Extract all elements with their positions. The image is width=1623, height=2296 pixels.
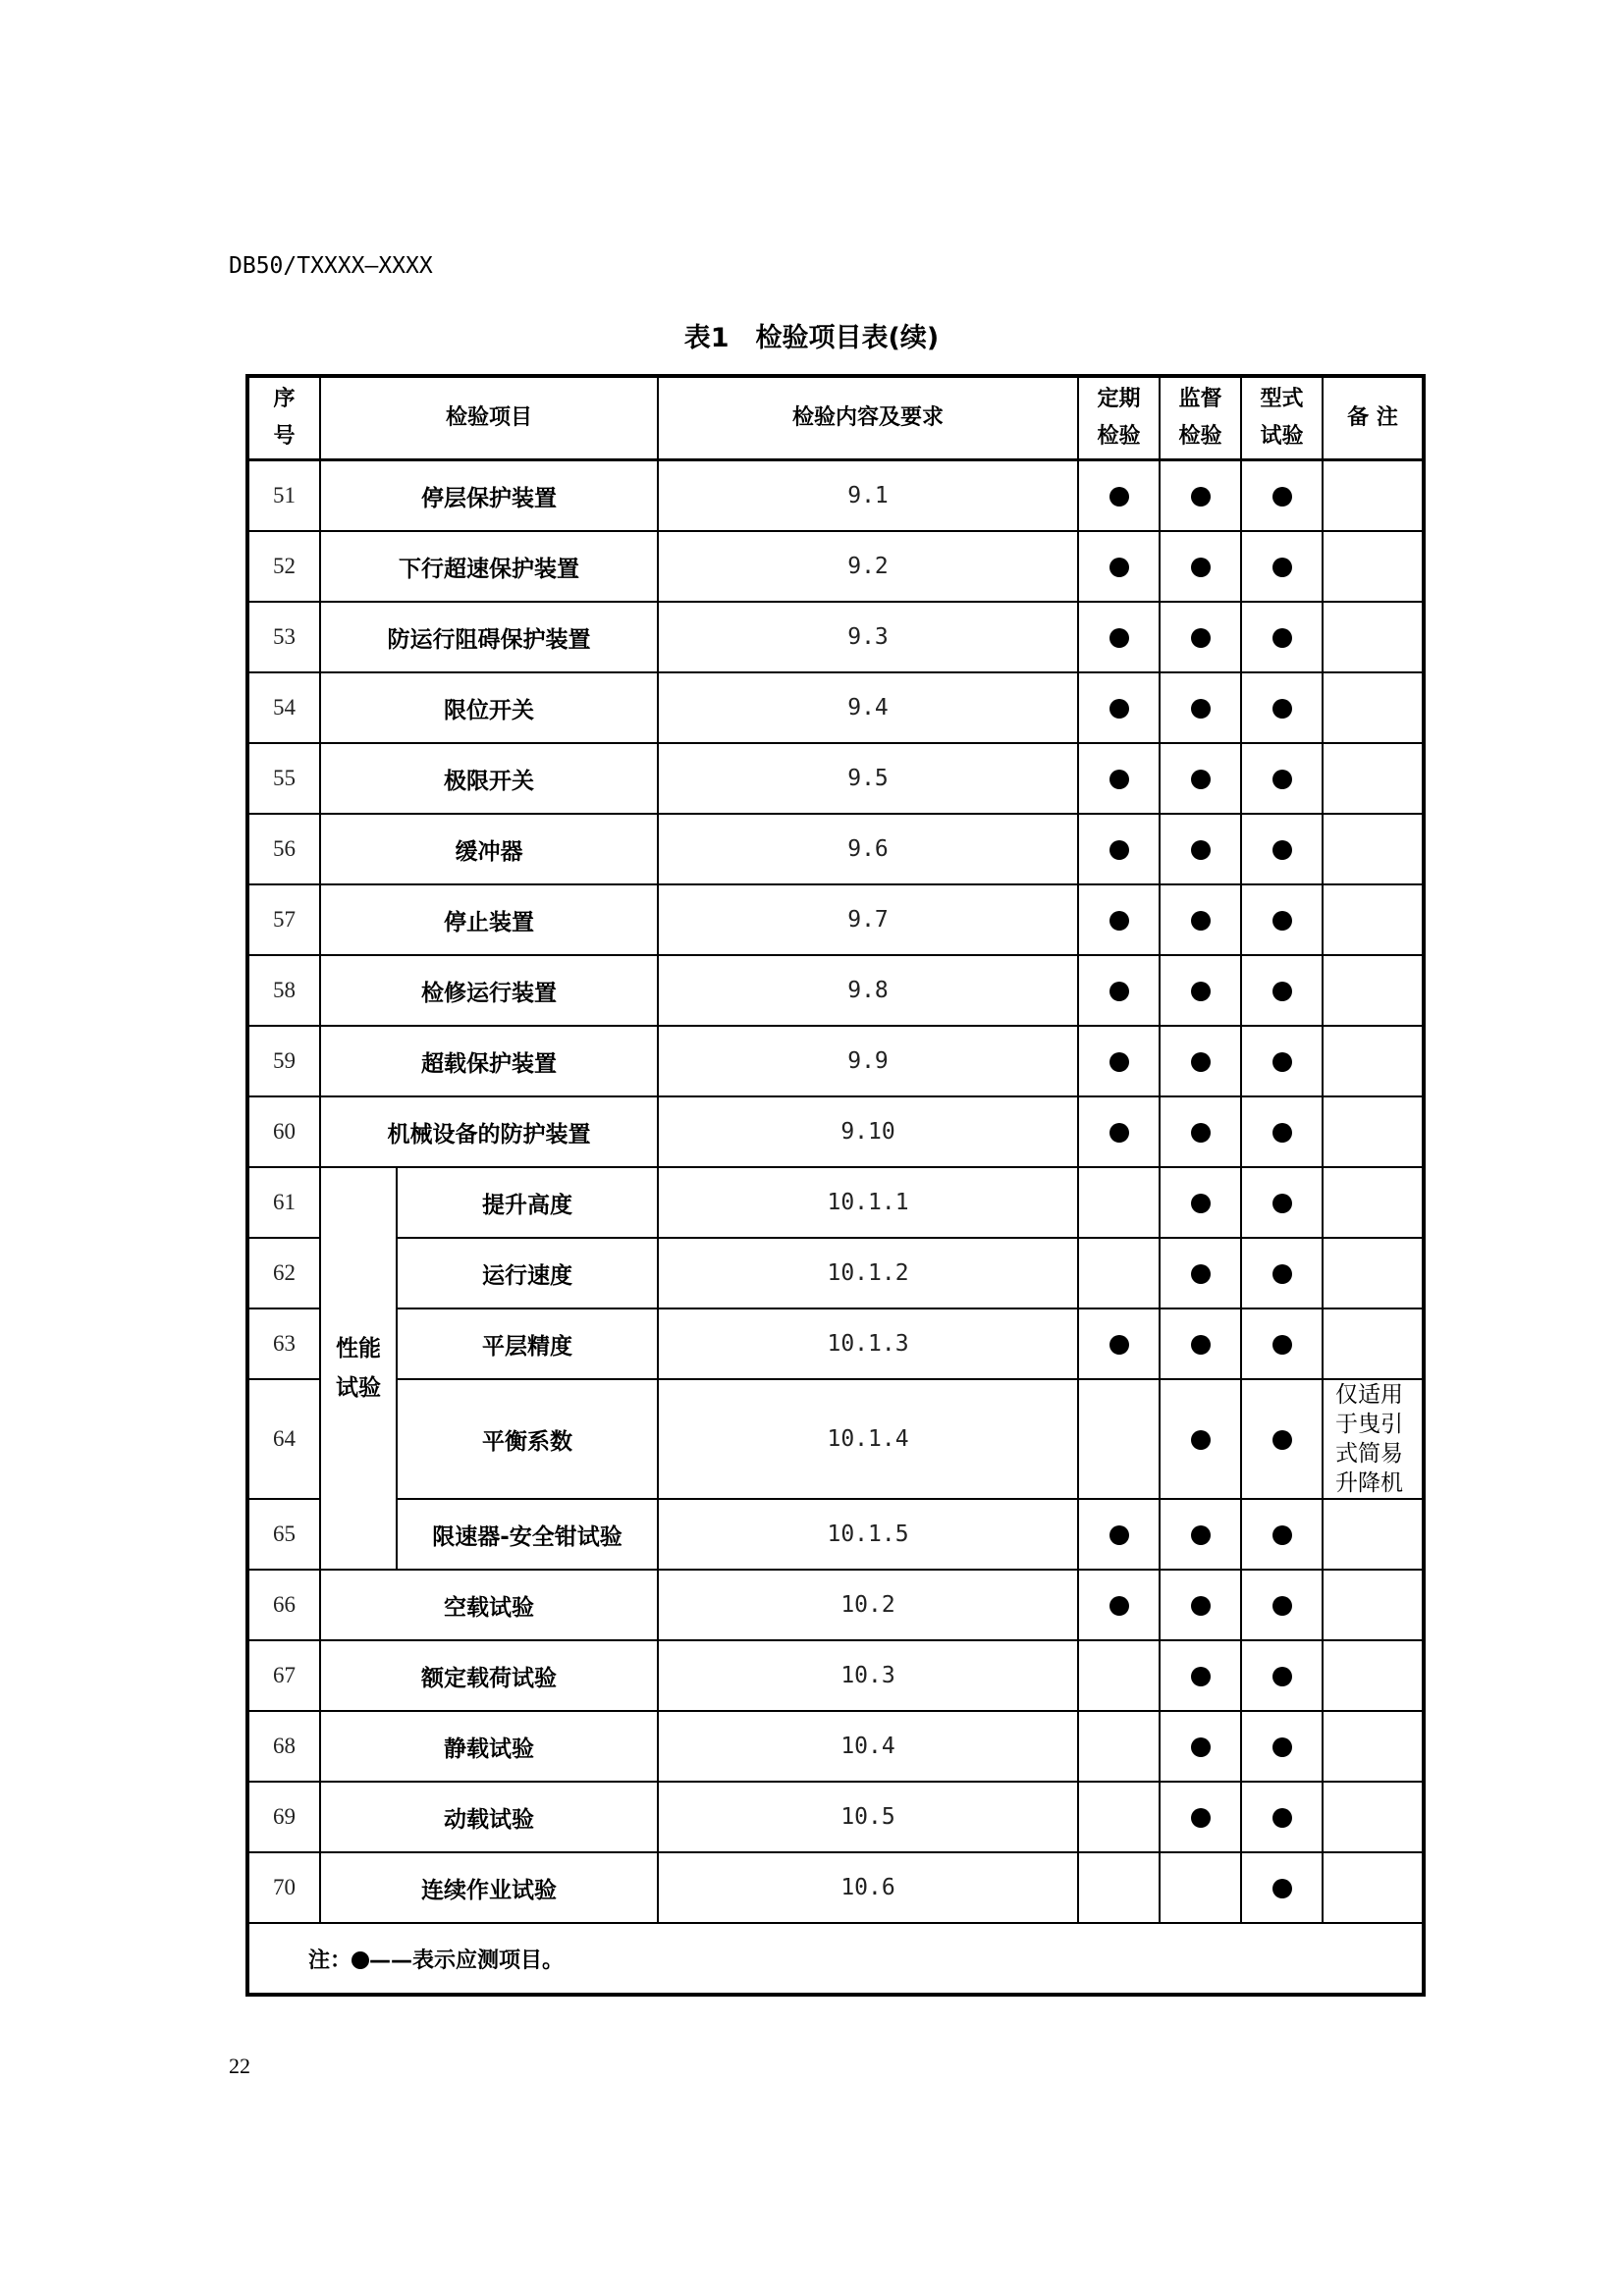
row-number: 53: [247, 602, 320, 672]
required-mark: [1191, 628, 1211, 648]
required-mark: [1272, 1808, 1292, 1828]
table-row: [247, 1167, 1424, 1238]
remark-cell: [1323, 743, 1424, 814]
note-row: [247, 1923, 1424, 1995]
required-mark: [1191, 1596, 1211, 1616]
row-number: 61: [247, 1167, 320, 1238]
inspection-item: 空载试验: [320, 1570, 658, 1640]
supervisory-check: [1160, 1640, 1241, 1711]
header-periodic: 定期 检验: [1078, 376, 1160, 460]
supervisory-check: [1160, 1308, 1241, 1379]
remark-cell: [1323, 1570, 1424, 1640]
required-mark: [1191, 770, 1211, 789]
clause-reference: 10.4: [658, 1711, 1078, 1782]
required-mark: [1272, 982, 1292, 1001]
periodic-check: [1078, 955, 1160, 1026]
table-header-row: [247, 376, 1424, 460]
inspection-items-table: [245, 374, 1426, 1997]
type-test-check: [1241, 1852, 1323, 1923]
required-mark: [1109, 911, 1129, 931]
table-row: [247, 460, 1424, 532]
required-mark: [1191, 911, 1211, 931]
row-number: 55: [247, 743, 320, 814]
row-number: 60: [247, 1096, 320, 1167]
supervisory-check: [1160, 1238, 1241, 1308]
supervisory-check: [1160, 531, 1241, 602]
table-row: [247, 743, 1424, 814]
remark-cell: [1323, 1640, 1424, 1711]
required-mark: [1191, 1335, 1211, 1355]
type-test-check: [1241, 1238, 1323, 1308]
row-number: 56: [247, 814, 320, 884]
row-number: 57: [247, 884, 320, 955]
required-mark: [1109, 1596, 1129, 1616]
required-mark: [1109, 840, 1129, 860]
required-mark: [1191, 1430, 1211, 1450]
remark-cell: [1323, 531, 1424, 602]
header-content: 检验内容及要求: [658, 376, 1078, 460]
clause-reference: 10.1.3: [658, 1308, 1078, 1379]
clause-reference: 10.1.2: [658, 1238, 1078, 1308]
inspection-item: 停止装置: [320, 884, 658, 955]
clause-reference: 9.4: [658, 672, 1078, 743]
supervisory-check: [1160, 1167, 1241, 1238]
inspection-item: 机械设备的防护装置: [320, 1096, 658, 1167]
inspection-item: 提升高度: [397, 1167, 658, 1238]
remark-cell: [1323, 1711, 1424, 1782]
type-test-check: [1241, 1711, 1323, 1782]
table-note: [247, 1923, 1424, 1995]
required-mark: [1191, 1667, 1211, 1686]
type-test-check: [1241, 1096, 1323, 1167]
required-mark: [1272, 1123, 1292, 1143]
supervisory-check: [1160, 672, 1241, 743]
required-mark: [1272, 911, 1292, 931]
clause-reference: 10.1.5: [658, 1499, 1078, 1570]
inspection-item: 平层精度: [397, 1308, 658, 1379]
periodic-check: [1078, 884, 1160, 955]
periodic-check: [1078, 602, 1160, 672]
remark-cell: [1323, 1499, 1424, 1570]
supervisory-check: [1160, 460, 1241, 532]
periodic-check: [1078, 814, 1160, 884]
required-mark: [1272, 487, 1292, 507]
table-row: [247, 1308, 1424, 1379]
remark-cell: [1323, 1782, 1424, 1852]
required-mark: [1191, 558, 1211, 577]
inspection-item: 静载试验: [320, 1711, 658, 1782]
periodic-check: [1078, 1499, 1160, 1570]
periodic-check: [1078, 743, 1160, 814]
row-number: 66: [247, 1570, 320, 1640]
required-mark: [1191, 1525, 1211, 1545]
table-row: [247, 672, 1424, 743]
type-test-check: [1241, 1499, 1323, 1570]
required-mark: [1191, 1194, 1211, 1213]
clause-reference: 9.2: [658, 531, 1078, 602]
filled-dot-icon: [352, 1951, 369, 1969]
clause-reference: 9.10: [658, 1096, 1078, 1167]
clause-reference: 9.5: [658, 743, 1078, 814]
remark-cell: [1323, 602, 1424, 672]
required-mark: [1191, 1264, 1211, 1284]
row-number: 67: [247, 1640, 320, 1711]
remark-cell: [1323, 1308, 1424, 1379]
type-test-check: [1241, 1379, 1323, 1499]
table-row: [247, 1782, 1424, 1852]
required-mark: [1109, 558, 1129, 577]
remark-cell: [1323, 1096, 1424, 1167]
inspection-item: 限速器-安全钳试验: [397, 1499, 658, 1570]
table-row: [247, 884, 1424, 955]
required-mark: [1191, 1052, 1211, 1072]
page-number: 22: [229, 2054, 250, 2078]
group-label-performance-test: 性能 试验: [320, 1167, 397, 1570]
row-number: 51: [247, 460, 320, 532]
table-row: [247, 1570, 1424, 1640]
header-seq: 序 号: [247, 376, 320, 460]
clause-reference: 10.2: [658, 1570, 1078, 1640]
type-test-check: [1241, 743, 1323, 814]
remark-cell: [1323, 1026, 1424, 1096]
remark-cell: [1323, 814, 1424, 884]
periodic-check: [1078, 1308, 1160, 1379]
periodic-check: [1078, 1096, 1160, 1167]
required-mark: [1272, 770, 1292, 789]
required-mark: [1272, 1194, 1292, 1213]
table-row: [247, 1096, 1424, 1167]
required-mark: [1109, 699, 1129, 719]
inspection-item: 防运行阻碍保护装置: [320, 602, 658, 672]
required-mark: [1191, 982, 1211, 1001]
type-test-check: [1241, 1570, 1323, 1640]
row-number: 69: [247, 1782, 320, 1852]
type-test-check: [1241, 884, 1323, 955]
supervisory-check: [1160, 1570, 1241, 1640]
table-row: [247, 1379, 1424, 1499]
row-number: 62: [247, 1238, 320, 1308]
required-mark: [1191, 699, 1211, 719]
required-mark: [1272, 1596, 1292, 1616]
table-row: [247, 1852, 1424, 1923]
periodic-check: [1078, 672, 1160, 743]
clause-reference: 9.9: [658, 1026, 1078, 1096]
periodic-check: [1078, 460, 1160, 532]
table-row: [247, 955, 1424, 1026]
required-mark: [1272, 1525, 1292, 1545]
table-row: [247, 1238, 1424, 1308]
document-code: DB50/TXXXX—XXXX: [229, 253, 433, 279]
required-mark: [1109, 1123, 1129, 1143]
required-mark: [1272, 628, 1292, 648]
required-mark: [1272, 1052, 1292, 1072]
inspection-item: 额定载荷试验: [320, 1640, 658, 1711]
remark-cell: [1323, 460, 1424, 532]
required-mark: [1109, 770, 1129, 789]
required-mark: [1109, 982, 1129, 1001]
header-item: 检验项目: [320, 376, 658, 460]
clause-reference: 10.3: [658, 1640, 1078, 1711]
periodic-check: [1078, 1570, 1160, 1640]
type-test-check: [1241, 1782, 1323, 1852]
required-mark: [1109, 1335, 1129, 1355]
periodic-check: [1078, 1640, 1160, 1711]
row-number: 52: [247, 531, 320, 602]
supervisory-check: [1160, 1499, 1241, 1570]
row-number: 54: [247, 672, 320, 743]
type-test-check: [1241, 814, 1323, 884]
clause-reference: 9.8: [658, 955, 1078, 1026]
row-number: 68: [247, 1711, 320, 1782]
required-mark: [1191, 1123, 1211, 1143]
table-row: [247, 602, 1424, 672]
required-mark: [1272, 1430, 1292, 1450]
type-test-check: [1241, 1167, 1323, 1238]
required-mark: [1109, 1525, 1129, 1545]
inspection-item: 运行速度: [397, 1238, 658, 1308]
supervisory-check: [1160, 1711, 1241, 1782]
inspection-item: 限位开关: [320, 672, 658, 743]
periodic-check: [1078, 1167, 1160, 1238]
row-number: 70: [247, 1852, 320, 1923]
periodic-check: [1078, 1379, 1160, 1499]
type-test-check: [1241, 1026, 1323, 1096]
supervisory-check: [1160, 1852, 1241, 1923]
clause-reference: 9.3: [658, 602, 1078, 672]
row-number: 65: [247, 1499, 320, 1570]
type-test-check: [1241, 672, 1323, 743]
clause-reference: 10.1.4: [658, 1379, 1078, 1499]
required-mark: [1272, 558, 1292, 577]
required-mark: [1109, 487, 1129, 507]
clause-reference: 10.1.1: [658, 1167, 1078, 1238]
remark-cell: [1323, 884, 1424, 955]
required-mark: [1191, 840, 1211, 860]
inspection-item: 下行超速保护装置: [320, 531, 658, 602]
supervisory-check: [1160, 1379, 1241, 1499]
type-test-check: [1241, 1308, 1323, 1379]
table-row: [247, 1026, 1424, 1096]
table-row: [247, 1711, 1424, 1782]
type-test-check: [1241, 602, 1323, 672]
supervisory-check: [1160, 1096, 1241, 1167]
inspection-item: 检修运行装置: [320, 955, 658, 1026]
inspection-item: 连续作业试验: [320, 1852, 658, 1923]
type-test-check: [1241, 955, 1323, 1026]
header-remark: 备 注: [1323, 376, 1424, 460]
remark-cell: [1323, 1167, 1424, 1238]
supervisory-check: [1160, 743, 1241, 814]
required-mark: [1272, 1335, 1292, 1355]
periodic-check: [1078, 1238, 1160, 1308]
supervisory-check: [1160, 884, 1241, 955]
clause-reference: 10.5: [658, 1782, 1078, 1852]
required-mark: [1109, 1052, 1129, 1072]
table-row: [247, 814, 1424, 884]
row-number: 59: [247, 1026, 320, 1096]
table-row: [247, 531, 1424, 602]
type-test-check: [1241, 531, 1323, 602]
required-mark: [1191, 487, 1211, 507]
required-mark: [1272, 1879, 1292, 1898]
periodic-check: [1078, 1782, 1160, 1852]
supervisory-check: [1160, 1782, 1241, 1852]
supervisory-check: [1160, 1026, 1241, 1096]
remark-cell: [1323, 1852, 1424, 1923]
clause-reference: 9.1: [658, 460, 1078, 532]
clause-reference: 9.6: [658, 814, 1078, 884]
row-number: 64: [247, 1379, 320, 1499]
header-type-test: 型式 试验: [1241, 376, 1323, 460]
remark-cell: 仅适用 于曳引 式简易 升降机: [1323, 1379, 1424, 1499]
required-mark: [1272, 1264, 1292, 1284]
clause-reference: 10.6: [658, 1852, 1078, 1923]
required-mark: [1272, 1737, 1292, 1757]
row-number: 58: [247, 955, 320, 1026]
inspection-item: 平衡系数: [397, 1379, 658, 1499]
periodic-check: [1078, 531, 1160, 602]
periodic-check: [1078, 1852, 1160, 1923]
required-mark: [1191, 1808, 1211, 1828]
type-test-check: [1241, 1640, 1323, 1711]
periodic-check: [1078, 1711, 1160, 1782]
inspection-item: 缓冲器: [320, 814, 658, 884]
required-mark: [1272, 840, 1292, 860]
note-text: ——表示应测项目。: [369, 1948, 565, 1973]
table-row: [247, 1640, 1424, 1711]
inspection-item: 超载保护装置: [320, 1026, 658, 1096]
supervisory-check: [1160, 955, 1241, 1026]
table-title: 表1 检验项目表(续): [683, 323, 940, 353]
header-supervisory: 监督 检验: [1160, 376, 1241, 460]
row-number: 63: [247, 1308, 320, 1379]
required-mark: [1109, 628, 1129, 648]
inspection-item: 停层保护装置: [320, 460, 658, 532]
required-mark: [1272, 1667, 1292, 1686]
periodic-check: [1078, 1026, 1160, 1096]
clause-reference: 9.7: [658, 884, 1078, 955]
remark-cell: [1323, 672, 1424, 743]
inspection-item: 极限开关: [320, 743, 658, 814]
supervisory-check: [1160, 602, 1241, 672]
type-test-check: [1241, 460, 1323, 532]
inspection-item: 动载试验: [320, 1782, 658, 1852]
remark-cell: [1323, 955, 1424, 1026]
supervisory-check: [1160, 814, 1241, 884]
required-mark: [1272, 699, 1292, 719]
required-mark: [1191, 1737, 1211, 1757]
note-prefix: 注：: [308, 1948, 352, 1973]
table-row: [247, 1499, 1424, 1570]
remark-cell: [1323, 1238, 1424, 1308]
